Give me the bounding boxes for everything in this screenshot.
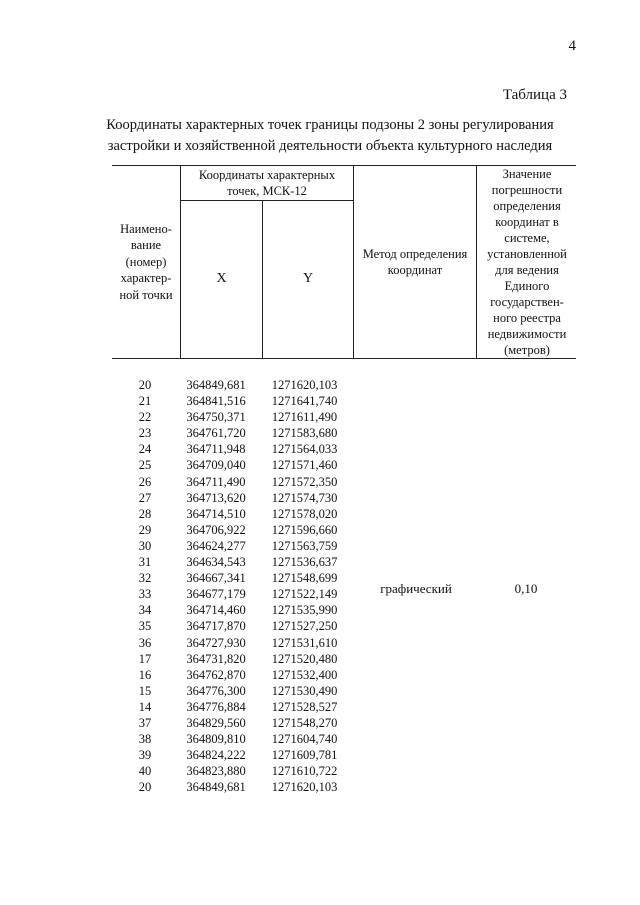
coord-y: 1271610,722 <box>271 764 338 779</box>
point-number: 33 <box>138 587 152 602</box>
coord-x: 364714,510 <box>186 506 246 521</box>
point-number: 40 <box>138 764 152 779</box>
point-number: 34 <box>138 603 152 618</box>
point-number: 28 <box>138 506 152 521</box>
table-row <box>115 538 355 554</box>
table-row <box>115 699 355 715</box>
table-row <box>115 377 355 393</box>
header-point-name: Наимено- вание (номер) характер- ной точки <box>119 221 173 302</box>
table-row <box>115 779 355 795</box>
point-number: 15 <box>138 683 152 698</box>
point-number: 30 <box>138 538 152 553</box>
point-number: 22 <box>138 410 152 425</box>
point-number: 26 <box>138 474 152 489</box>
coord-x: 364829,560 <box>186 715 246 730</box>
point-number: 21 <box>138 394 152 409</box>
table-row <box>115 522 355 538</box>
header-bottom-line <box>112 358 576 359</box>
table-row <box>115 683 355 699</box>
point-number: 24 <box>138 442 152 457</box>
table-row <box>115 457 355 473</box>
coord-y: 1271536,637 <box>271 555 338 570</box>
coord-y: 1271520,480 <box>271 651 338 666</box>
coord-x: 364717,870 <box>186 619 246 634</box>
coord-y: 1271604,740 <box>271 732 338 747</box>
table-row <box>115 715 355 731</box>
coord-x: 364714,460 <box>186 603 246 618</box>
method-value: графический <box>380 581 452 596</box>
coord-x: 364823,880 <box>186 764 246 779</box>
point-number: 37 <box>138 715 152 730</box>
point-number: 23 <box>138 426 152 441</box>
table-row <box>115 731 355 747</box>
coord-x: 364667,341 <box>186 571 246 586</box>
table-row <box>115 393 355 409</box>
coord-y: 1271548,699 <box>271 571 338 586</box>
point-number: 25 <box>138 458 152 473</box>
coord-y: 1271596,660 <box>271 522 338 537</box>
table-title: Координаты характерных точек границы подзоны 2 зоны регулирования застройки и хозяйственной деятельности объекта культурного наследия <box>106 117 554 154</box>
coord-x: 364849,681 <box>186 780 246 795</box>
table-row <box>115 651 355 667</box>
coord-y: 1271611,490 <box>271 410 338 425</box>
coord-y: 1271530,490 <box>271 683 338 698</box>
coord-y: 1271578,020 <box>271 506 338 521</box>
point-number: 27 <box>138 490 152 505</box>
coord-x: 364776,300 <box>186 683 246 698</box>
coord-x: 364706,922 <box>186 522 246 537</box>
coord-y: 1271571,460 <box>271 458 338 473</box>
table-row <box>115 586 355 602</box>
table-label: Таблица 3 <box>502 87 567 103</box>
header-method: Метод определения координат <box>362 246 468 277</box>
coordinate-rows <box>115 377 355 795</box>
coord-x: 364762,870 <box>186 667 246 682</box>
header-divider-4 <box>476 165 477 359</box>
coord-x: 364624,277 <box>186 538 246 553</box>
coord-y: 1271572,350 <box>271 474 338 489</box>
table-row <box>115 635 355 651</box>
point-number: 38 <box>138 732 152 747</box>
coord-y: 1271532,400 <box>271 667 338 682</box>
table-row <box>115 474 355 490</box>
coord-y: 1271527,250 <box>271 619 338 634</box>
point-number: 39 <box>138 748 152 763</box>
header-y: Y <box>302 271 314 287</box>
point-number: 20 <box>138 378 152 392</box>
coord-x: 364809,810 <box>186 732 246 747</box>
coord-y: 1271535,990 <box>271 603 338 618</box>
coord-y: 1271522,149 <box>271 587 338 602</box>
point-number: 14 <box>138 699 152 714</box>
point-number: 17 <box>138 651 152 666</box>
table-row <box>115 602 355 618</box>
coord-x: 364709,040 <box>186 458 246 473</box>
table-row <box>115 506 355 522</box>
header-accuracy: Значение погрешности определения координат в системе, установленной для ведения Единого государствен-ного реестра недвижимости (метров) <box>487 167 567 357</box>
coord-x: 364713,620 <box>186 490 246 505</box>
table-row <box>115 618 355 634</box>
coord-y: 1271548,270 <box>271 715 338 730</box>
table-row <box>115 747 355 763</box>
table-row <box>115 554 355 570</box>
point-number: 31 <box>138 555 152 570</box>
coord-x: 364727,930 <box>186 635 246 650</box>
coord-y: 1271531,610 <box>271 635 338 650</box>
table-row <box>115 409 355 425</box>
coord-y: 1271528,527 <box>271 699 338 714</box>
coord-x: 364711,948 <box>186 442 246 457</box>
header-x: X <box>216 271 227 287</box>
coord-y: 1271583,680 <box>271 426 338 441</box>
accuracy-value: 0,10 <box>514 581 538 596</box>
coord-y: 1271564,033 <box>271 442 338 457</box>
coord-y: 1271641,740 <box>271 394 338 409</box>
point-number: 29 <box>138 522 152 537</box>
coord-y: 1271574,730 <box>271 490 338 505</box>
header-coordinates: Координаты характерных точек, МСК-12 <box>198 167 336 198</box>
coord-y: 1271609,781 <box>271 748 338 763</box>
coord-x: 364677,179 <box>186 587 246 602</box>
coord-x: 364634,543 <box>186 555 246 570</box>
coord-x: 364750,371 <box>186 410 246 425</box>
coord-x: 364761,720 <box>186 426 246 441</box>
point-number: 20 <box>138 780 152 795</box>
table-row <box>115 425 355 441</box>
point-number: 35 <box>138 619 152 634</box>
coord-y: 1271563,759 <box>271 538 338 553</box>
point-number: 36 <box>138 635 152 650</box>
coord-x: 364731,820 <box>186 651 246 666</box>
table-row <box>115 490 355 506</box>
table-row <box>115 667 355 683</box>
coord-x: 364824,222 <box>186 748 246 763</box>
table-row <box>115 763 355 779</box>
page-number: 4 <box>568 38 576 54</box>
point-number: 32 <box>138 571 152 586</box>
coord-x: 364776,884 <box>186 699 246 714</box>
coord-x: 364711,490 <box>186 474 246 489</box>
coord-x: 364849,681 <box>186 378 246 392</box>
coord-y: 1271620,103 <box>271 378 338 392</box>
table-row <box>115 441 355 457</box>
coord-y: 1271620,103 <box>271 780 338 795</box>
point-number: 16 <box>138 667 152 682</box>
table-row <box>115 570 355 586</box>
coord-x: 364841,516 <box>186 394 246 409</box>
